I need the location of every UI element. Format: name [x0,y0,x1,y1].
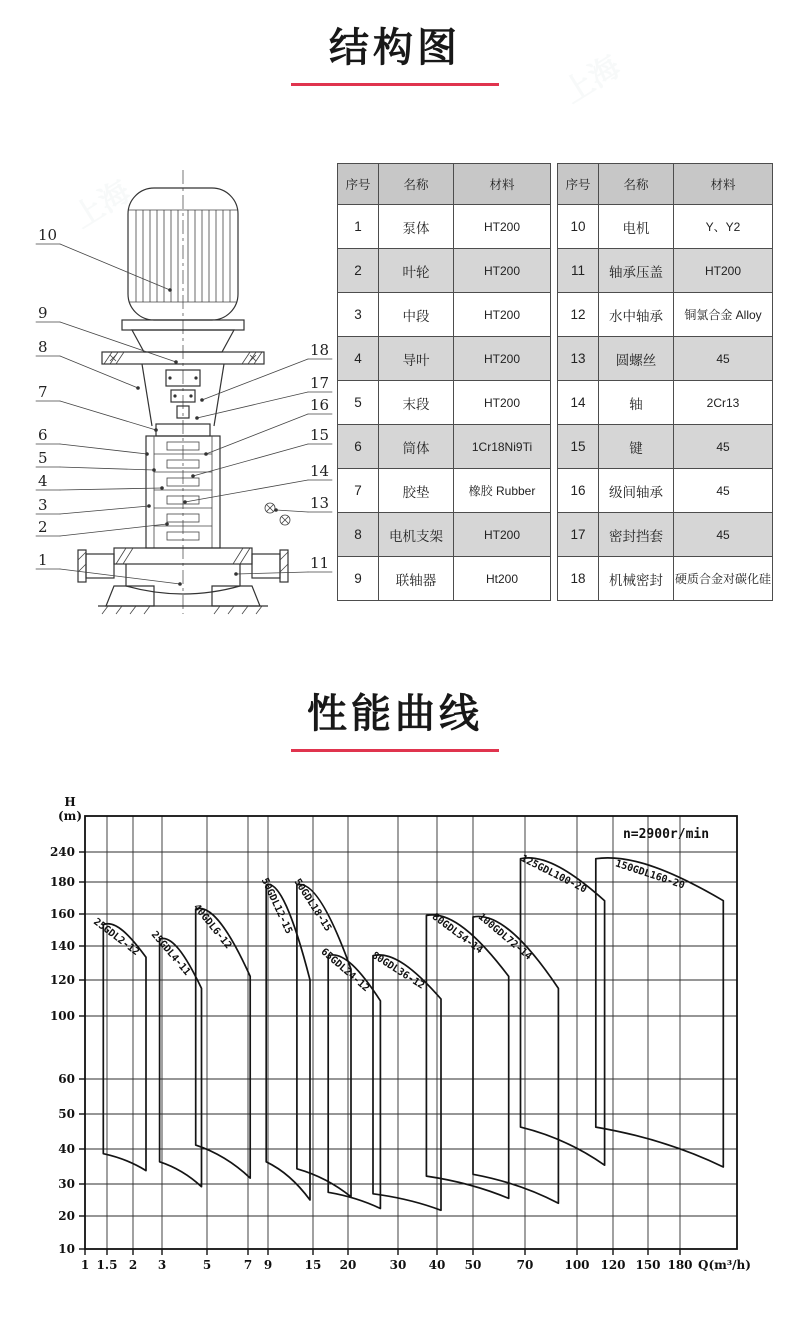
parts-cell: 6 [338,425,379,469]
parts-cell: 9 [338,557,379,601]
parts-tables [337,163,773,601]
parts-cell: 2 [338,249,379,293]
x-tick-label: 1.5 [96,1258,118,1272]
y-tick-label: 120 [49,973,75,987]
svg-text:15: 15 [310,426,330,444]
parts-row [338,293,551,337]
parts-cell: 14 [558,381,599,425]
callout [36,496,151,514]
parts-cell: Ht200 [454,557,551,601]
parts-cell: 密封挡套 [599,513,674,557]
svg-text:6: 6 [38,426,48,444]
pump-envelope [596,858,724,1167]
pump-envelope-label: 50GDL12-15 [258,876,294,936]
parts-cell: 电机 [599,205,674,249]
parts-row [558,293,773,337]
performance-title: 性能曲线 [307,692,483,736]
parts-cell: 7 [338,469,379,513]
pump-envelope [426,915,508,1199]
x-tick-label: 7 [243,1258,253,1272]
pump-envelope-label: 150GDL160-20 [613,858,686,892]
title-underline [291,83,499,86]
parts-cell: 45 [674,513,773,557]
parts-cell: 5 [338,381,379,425]
y-axis-unit: (m) [57,809,83,823]
y-tick-label: 240 [49,845,75,859]
svg-text:10: 10 [38,226,58,244]
chart-annotation: n=2900r/min [622,827,710,842]
parts-cell: 18 [558,557,599,601]
callout [36,518,169,536]
x-tick-label: 70 [516,1258,534,1272]
x-tick-label: 100 [564,1258,590,1272]
parts-row [338,513,551,557]
structure-title: 结构图 [329,26,461,70]
x-tick-label: 30 [389,1258,407,1272]
pump-envelope [373,955,441,1210]
parts-cell: HT200 [454,513,551,557]
pump-envelope-label: 65GDL24-12 [318,946,372,995]
parts-cell: HT200 [454,293,551,337]
parts-row [558,249,773,293]
parts-cell: 级间轴承 [599,469,674,513]
x-tick-label: 9 [263,1258,273,1272]
parts-cell: 3 [338,293,379,337]
parts-cell: 中段 [379,293,454,337]
parts-header-cell: 名称 [379,164,454,205]
callout [36,449,156,472]
y-tick-label: 20 [58,1209,75,1223]
structure-title-block [0,16,790,86]
pump-envelope-label: 40GDL6-12 [190,902,234,952]
parts-cell: 铜氯合金 Alloy [674,293,773,337]
x-tick-label: 50 [464,1258,482,1272]
x-tick-label: 5 [202,1258,212,1272]
callout [36,551,182,586]
pump-envelope-label: 80GDL54-14 [429,911,485,957]
parts-row [558,513,773,557]
parts-cell: 1Cr18Ni9Ti [454,425,551,469]
performance-title-block [0,682,790,752]
parts-header-cell: 序号 [338,164,379,205]
x-tick-label: 40 [428,1258,446,1272]
y-tick-label: 160 [49,907,75,921]
parts-cell: 45 [674,469,773,513]
pump-envelope [521,858,605,1165]
parts-cell: 导叶 [379,337,454,381]
parts-cell: 硬质合金对碳化硅 [674,557,773,601]
parts-cell: 电机支架 [379,513,454,557]
parts-cell: 2Cr13 [674,381,773,425]
y-tick-label: 100 [49,1009,75,1023]
y-tick-label: 50 [58,1107,75,1121]
x-tick-label: 3 [157,1258,167,1272]
parts-header-cell: 材料 [674,164,773,205]
y-tick-labels [50,845,75,1256]
parts-cell: HT200 [454,205,551,249]
parts-cell: 胶垫 [379,469,454,513]
parts-cell: 末段 [379,381,454,425]
pump-envelope-label: 100GDL72-14 [475,911,534,963]
svg-text:3: 3 [38,496,48,514]
svg-text:8: 8 [38,338,48,356]
y-tick-label: 30 [58,1177,75,1191]
performance-chart [30,792,760,1307]
parts-row [338,469,551,513]
callout [36,304,178,364]
x-tick-label: 20 [339,1258,357,1272]
svg-text:9: 9 [38,304,48,322]
parts-cell: 水中轴承 [599,293,674,337]
parts-cell: 键 [599,425,674,469]
parts-row [338,205,551,249]
parts-row [338,337,551,381]
parts-row [558,337,773,381]
parts-table-left [337,163,551,601]
parts-row [338,557,551,601]
parts-cell: Y、Y2 [674,205,773,249]
parts-cell: 轴承压盖 [599,249,674,293]
parts-row [338,425,551,469]
pump-envelope-label: 50GDL18-15 [291,876,334,934]
parts-header-cell: 材料 [454,164,551,205]
x-tick-labels [81,1258,693,1272]
svg-text:7: 7 [38,383,48,401]
parts-cell: 筒体 [379,425,454,469]
pump-envelope [473,916,558,1203]
parts-cell: 联轴器 [379,557,454,601]
svg-text:2: 2 [38,518,48,536]
parts-cell: 45 [674,425,773,469]
svg-text:4: 4 [38,472,48,490]
pump-envelope [103,924,146,1171]
parts-header-cell: 序号 [558,164,599,205]
pump-envelope-label: 25GDL2-12 [91,916,142,959]
parts-cell: 13 [558,337,599,381]
y-axis-label: H [64,795,76,809]
parts-row [558,469,773,513]
svg-text:16: 16 [310,396,330,414]
svg-text:17: 17 [310,374,330,392]
parts-row [338,249,551,293]
parts-cell: HT200 [674,249,773,293]
pump-envelope-label: 25GDL4-11 [148,929,193,978]
parts-row [558,557,773,601]
callout [36,426,149,456]
callout [274,494,332,512]
callout [36,472,164,490]
parts-table-right [557,163,773,601]
svg-text:5: 5 [38,449,48,467]
x-axis-unit: Q(m³/h) [698,1258,751,1272]
bolt-symbol [265,503,290,525]
chart-grid [85,816,737,1249]
callout [36,383,158,432]
y-tick-label: 140 [49,939,75,953]
parts-cell: 11 [558,249,599,293]
parts-cell: HT200 [454,381,551,425]
x-tick-label: 15 [304,1258,322,1272]
parts-row [558,205,773,249]
parts-cell: HT200 [454,249,551,293]
y-tick-label: 40 [58,1142,75,1156]
pump-structure-diagram [30,152,334,626]
svg-text:1: 1 [38,551,48,569]
parts-cell: 8 [338,513,379,557]
svg-text:11: 11 [310,554,330,572]
watermark: 上海 [67,175,137,235]
x-tick-label: 180 [667,1258,693,1272]
parts-cell: 轴 [599,381,674,425]
svg-text:14: 14 [310,462,330,480]
parts-cell: 15 [558,425,599,469]
parts-cell: 4 [338,337,379,381]
svg-text:18: 18 [310,341,330,359]
parts-cell: 10 [558,205,599,249]
parts-row [558,381,773,425]
parts-cell: 橡胶 Rubber [454,469,551,513]
x-tick-label: 1 [80,1258,90,1272]
parts-header-cell: 名称 [599,164,674,205]
parts-cell: 1 [338,205,379,249]
pump-base [78,503,290,614]
pump-envelope [196,908,251,1178]
parts-cell: 泵体 [379,205,454,249]
y-tick-label: 10 [58,1242,75,1256]
parts-cell: 16 [558,469,599,513]
callout [36,226,172,292]
parts-row [558,425,773,469]
x-tick-label: 150 [635,1258,661,1272]
watermark: 上海 [557,50,627,110]
svg-text:13: 13 [310,494,330,512]
parts-cell: 12 [558,293,599,337]
parts-cell: 叶轮 [379,249,454,293]
parts-cell: 17 [558,513,599,557]
title-underline [291,749,499,752]
x-tick-label: 120 [600,1258,626,1272]
parts-cell: HT200 [454,337,551,381]
y-tick-label: 60 [58,1072,75,1086]
parts-cell: 机械密封 [599,557,674,601]
parts-row [338,381,551,425]
parts-cell: 45 [674,337,773,381]
x-tick-label: 2 [128,1258,138,1272]
pump-envelope-label: 125GDL100-20 [518,853,589,896]
callout [200,341,332,402]
pump-envelope-label: 80GDL36-12 [369,950,427,992]
y-tick-label: 180 [49,875,75,889]
parts-cell: 圆螺丝 [599,337,674,381]
